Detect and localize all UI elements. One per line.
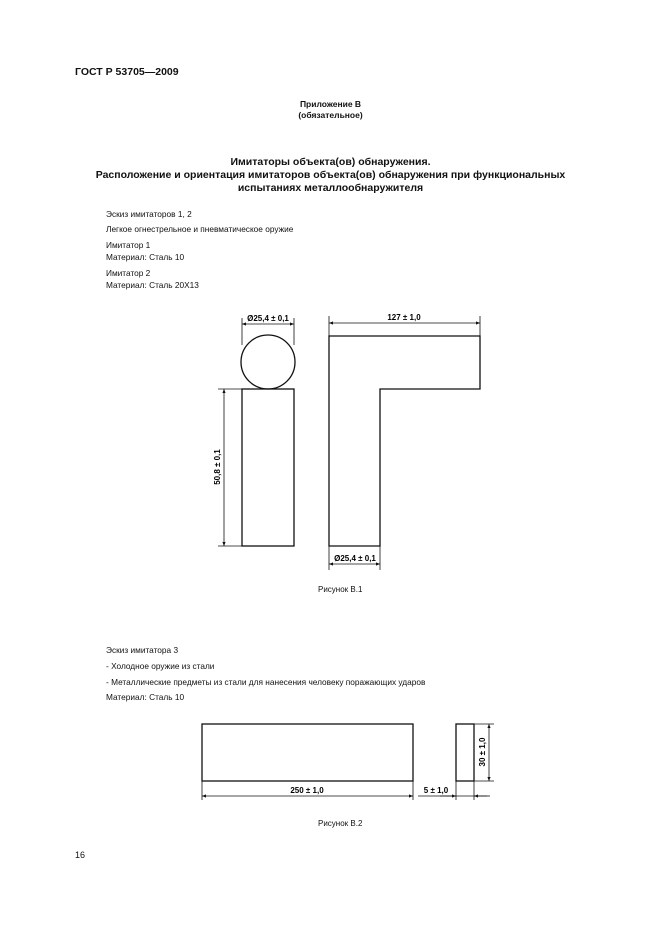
dim-b2-thickness: 5 ± 1,0 [423,786,449,795]
sketch-1-2-label: Эскиз имитаторов 1, 2 [106,209,192,219]
dim-length: 127 ± 1,0 [387,313,421,322]
imitator-1-side-view [242,389,294,546]
weapon-type-text: Легкое огнестрельное и пневматическое оружие [106,224,294,234]
imitator-3-side-view [456,724,474,781]
document-header: ГОСТ Р 53705—2009 [75,66,179,78]
dim-b2-width: 30 ± 1,0 [478,737,487,767]
list-item-cold-weapon: - Холодное оружие из стали [106,661,215,671]
dim-b2-length: 250 ± 1,0 [290,786,324,795]
figure-b2 [202,724,494,800]
imitator-2-material: Материал: Сталь 20Х13 [106,280,199,290]
imitator-2-label: Имитатор 2 [106,268,151,278]
imitator-1-material: Материал: Сталь 10 [106,252,185,262]
page-number: 16 [75,850,86,860]
title-line-2: Расположение и ориентация имитаторов объекта(ов) обнаружения при функциональных [95,169,566,181]
imitator-3-front-view [202,724,413,781]
figure-b1-caption: Рисунок В.1 [318,585,363,594]
list-item-metal-objects: - Металлические предметы из стали для нанесения человеку поражающих ударов [106,677,426,687]
dim-diameter-top: Ø25,4 ± 0,1 [247,314,289,323]
imitator-1-cross-section [241,335,295,389]
figure-b2-caption: Рисунок В.2 [318,819,363,828]
title-line-3: испытаниях металлообнаружителя [237,182,424,194]
appendix-status: (обязательное) [298,110,363,120]
dim-diameter-bottom: Ø25,4 ± 0,1 [334,554,376,563]
appendix-label: Приложение В [299,99,362,109]
figure-b1 [218,316,480,570]
title-line-1: Имитаторы объекта(ов) обнаружения. [230,156,431,168]
dim-height: 50,8 ± 0,1 [213,449,222,485]
imitator-3-material: Материал: Сталь 10 [106,692,185,702]
sketch-3-label: Эскиз имитатора 3 [106,645,179,655]
imitator-1-label: Имитатор 1 [106,240,151,250]
imitator-2-l-shape [329,336,480,546]
